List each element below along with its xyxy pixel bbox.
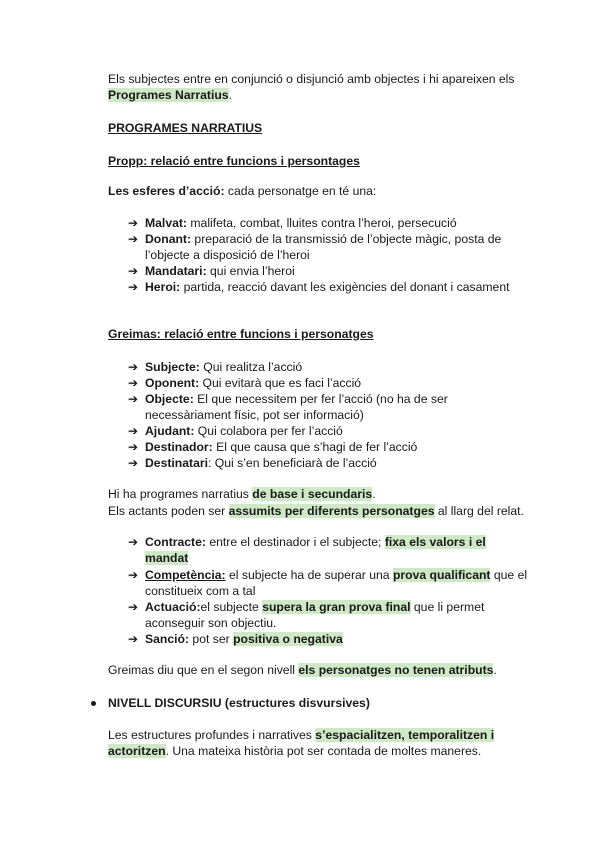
programes-line-1: Hi ha programes narratius de base i secundaris. xyxy=(108,487,376,501)
greimas-item-oponent: Oponent: Qui evitarà que es faci l’acció xyxy=(145,376,362,390)
arrow-icon: ➔ xyxy=(128,440,139,454)
intro-line-1: Els subjectes entre en conjunció o disjunció amb objectes i hi apareixen els xyxy=(108,72,515,86)
stage-contracte-cont: mandat xyxy=(145,551,189,565)
propp-item-donant: Donant: preparació de la transmissió de l’objecte màgic, posta de xyxy=(145,232,502,246)
arrow-icon: ➔ xyxy=(128,360,139,374)
greimas-item-objecte-cont: necessàriament físic, pot ser informació) xyxy=(145,408,364,422)
esferes-line: Les esferes d’acció: cada personatge en té una: xyxy=(108,184,377,198)
greimas-item-destinatari: Destinatari: Qui s’en beneficiarà de l’acció xyxy=(145,456,377,470)
propp-item-mandatari: Mandatari: qui envia l’heroi xyxy=(145,264,295,278)
stage-sancio: Sanció: pot ser positiva o negativa xyxy=(145,632,343,646)
stage-contracte: Contracte: entre el destinador i el subjecte; fixa els valors i el xyxy=(145,535,486,549)
arrow-icon: ➔ xyxy=(128,232,139,246)
stage-competencia: Competència: el subjecte ha de superar una prova qualificant que el xyxy=(145,568,528,582)
intro-line-2: Programes Narratius. xyxy=(108,88,232,102)
arrow-icon: ➔ xyxy=(128,280,139,294)
arrow-icon: ➔ xyxy=(128,535,139,549)
greimas-note: Greimas diu que en el segon nivell els personatges no tenen atributs. xyxy=(108,663,497,677)
arrow-icon: ➔ xyxy=(128,424,139,438)
programes-line-2: Els actants poden ser assumits per diferents personatges al llarg del relat. xyxy=(108,504,524,518)
greimas-item-objecte: Objecte: El que necessitem per fer l’acció (no ha de ser xyxy=(145,392,448,406)
propp-item-heroi: Heroi: partida, reacció davant les exigències del donant i casament xyxy=(145,280,510,294)
greimas-item-ajudant: Ajudant: Qui colabora per fer l’acció xyxy=(145,424,343,438)
propp-item-donant-cont: l’objecte a disposició de l’heroi xyxy=(145,248,310,262)
highlight-base-secundaris: de base i secundaris xyxy=(252,487,373,501)
greimas-item-destinador: Destinador: El que causa que s’hagi de fer l’acció xyxy=(145,440,418,454)
greimas-heading: Greimas: relació entre funcions i personatges xyxy=(108,327,374,341)
arrow-icon: ➔ xyxy=(128,264,139,278)
highlight-programes-narratius: Programes Narratius xyxy=(108,88,229,102)
arrow-icon: ➔ xyxy=(128,392,139,406)
arrow-icon: ➔ xyxy=(128,568,139,582)
stage-competencia-cont: constitueix com a tal xyxy=(145,584,256,598)
arrow-icon: ➔ xyxy=(128,456,139,470)
stage-actuacio-cont: aconseguir son objectiu. xyxy=(145,616,277,630)
highlight-assumits: assumits per diferents personatges xyxy=(228,504,435,518)
discursiu-title: NIVELL DISCURSIU (estructures disvursives) xyxy=(108,696,370,710)
arrow-icon: ➔ xyxy=(128,600,139,614)
propp-item-malvat: Malvat: malifeta, combat, lluites contra l’heroi, persecució xyxy=(145,216,457,230)
greimas-item-subjecte: Subjecte: Qui realitza l’acció xyxy=(145,360,303,374)
bullet-icon xyxy=(91,701,96,706)
section-title: PROGRAMES NARRATIUS xyxy=(108,121,263,135)
arrow-icon: ➔ xyxy=(128,216,139,230)
discursiu-line-2: actoritzen. Una mateixa història pot ser contada de moltes maneres. xyxy=(108,744,482,758)
arrow-icon: ➔ xyxy=(128,632,139,646)
discursiu-line-1: Les estructures profundes i narratives s’espacialitzen, temporalitzen i xyxy=(108,728,495,742)
stage-actuacio: Actuació:el subjecte supera la gran prova final que li permet xyxy=(145,600,485,614)
arrow-icon: ➔ xyxy=(128,376,139,390)
propp-heading: Propp: relació entre funcions i persontages xyxy=(108,154,360,168)
